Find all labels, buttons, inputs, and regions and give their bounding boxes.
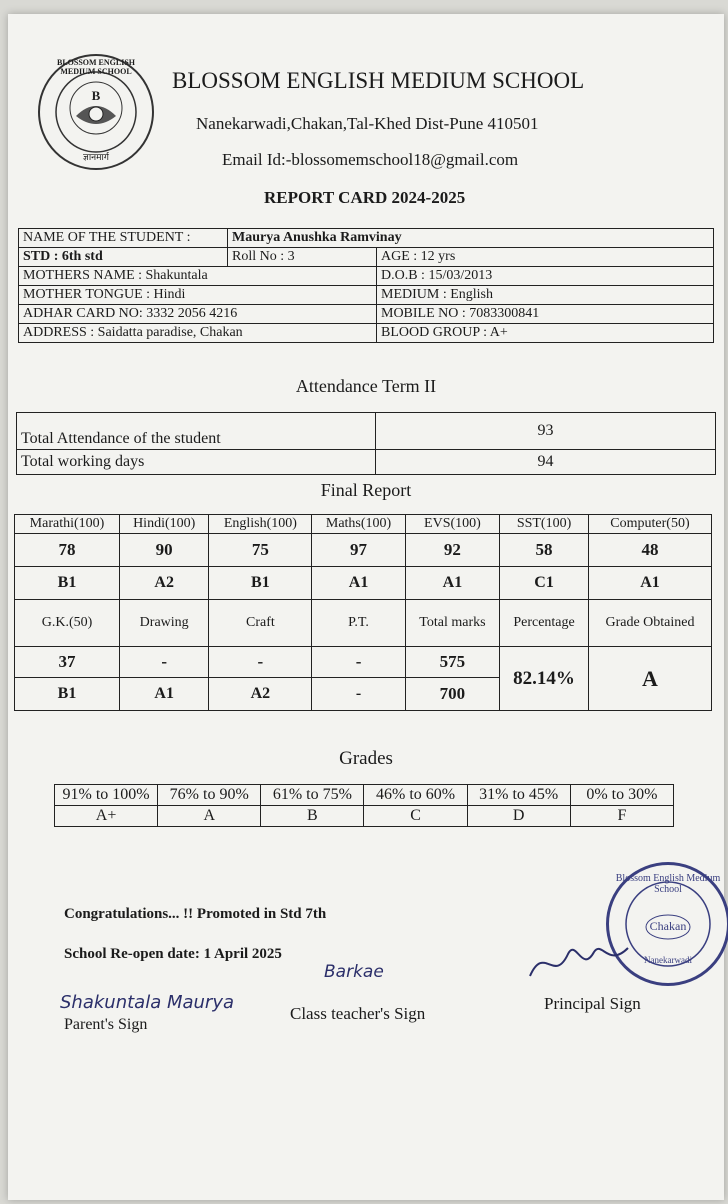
- promotion-note: Congratulations... !! Promoted in Std 7th: [64, 906, 327, 922]
- blood-group: BLOOD GROUP : A+: [377, 324, 714, 343]
- subject-header-row: [15, 515, 712, 534]
- grades-title: Grades: [339, 748, 393, 769]
- stamp-area: Nanekarwadi: [644, 955, 692, 965]
- grade-range: 61% to 75%: [261, 785, 364, 806]
- subject-head: Craft: [209, 600, 312, 647]
- table-row: [19, 305, 714, 324]
- subject-grade: B1: [209, 567, 312, 600]
- grade-range: 91% to 100%: [55, 785, 158, 806]
- grade-row: [15, 567, 712, 600]
- school-email: Email Id:-blossomemschool18@gmail.com: [222, 150, 519, 169]
- subject-mark: 58: [500, 534, 589, 567]
- subject-head: Hindi(100): [119, 515, 208, 534]
- grade-range: 76% to 90%: [158, 785, 261, 806]
- std-value: STD : 6th std: [19, 248, 228, 267]
- grade-letter: A: [158, 806, 261, 827]
- subject-grade: A1: [405, 567, 499, 600]
- student-info-table: [18, 228, 714, 343]
- subject-head: SST(100): [500, 515, 589, 534]
- subject-grade: B1: [15, 567, 120, 600]
- subject-mark: 90: [119, 534, 208, 567]
- subject-head: Maths(100): [312, 515, 405, 534]
- subject-head: English(100): [209, 515, 312, 534]
- grade-range: 31% to 45%: [467, 785, 570, 806]
- table-row: [19, 248, 714, 267]
- report-title: REPORT CARD 2024-2025: [264, 188, 466, 207]
- percentage-value: 82.14%: [500, 647, 589, 711]
- teacher-sign-label: Class teacher's Sign: [290, 1004, 426, 1023]
- table-row: [19, 267, 714, 286]
- subject-mark: 92: [405, 534, 499, 567]
- school-logo: [38, 54, 154, 170]
- subject-mark: -: [119, 647, 208, 678]
- subject-head: EVS(100): [405, 515, 499, 534]
- final-report-table: [14, 514, 712, 711]
- attendance-table: [16, 412, 716, 475]
- report-card-paper: [8, 14, 724, 1200]
- principal-sign-label: Principal Sign: [544, 994, 641, 1013]
- subject-mark: 48: [588, 534, 711, 567]
- grade-letter-row: [55, 806, 674, 827]
- roll-value: Roll No : 3: [228, 248, 377, 267]
- school-address: Nanekarwadi,Chakan,Tal-Khed Dist-Pune 410501: [196, 114, 539, 133]
- grade-range-row: [55, 785, 674, 806]
- logo-text: BLOSSOM ENGLISH MEDIUM SCHOOL: [56, 58, 136, 76]
- grade-letter: B: [261, 806, 364, 827]
- grade-range: 46% to 60%: [364, 785, 467, 806]
- dob-value: D.O.B : 15/03/2013: [377, 267, 714, 286]
- grade-letter: C: [364, 806, 467, 827]
- working-days-value: 94: [376, 450, 716, 475]
- subject-head: Marathi(100): [15, 515, 120, 534]
- attendance-label: Total Attendance of the student: [17, 413, 376, 450]
- subject-grade: A2: [209, 678, 312, 711]
- parent-sign-label: Parent's Sign: [64, 1016, 148, 1033]
- subject-header-row-2: [15, 600, 712, 647]
- age-value: AGE : 12 yrs: [377, 248, 714, 267]
- table-row: [19, 229, 714, 248]
- subject-mark: 75: [209, 534, 312, 567]
- subject-grade: -: [312, 678, 405, 711]
- grade-obtained-head: Grade Obtained: [588, 600, 711, 647]
- student-name: Maurya Anushka Ramvinay: [228, 229, 714, 248]
- grade-obtained: A: [588, 647, 711, 711]
- subject-head: P.T.: [312, 600, 405, 647]
- medium-value: MEDIUM : English: [377, 286, 714, 305]
- table-row: [17, 413, 716, 450]
- subject-mark: 78: [15, 534, 120, 567]
- final-report-title: Final Report: [320, 480, 412, 500]
- total-out-of: 700: [405, 678, 499, 711]
- subject-mark: 97: [312, 534, 405, 567]
- stamp-city: Chakan: [649, 919, 687, 933]
- subject-head: Drawing: [119, 600, 208, 647]
- address-value: ADDRESS : Saidatta paradise, Chakan: [19, 324, 377, 343]
- subject-grade: A1: [588, 567, 711, 600]
- grade-letter: F: [570, 806, 673, 827]
- table-row: [17, 450, 716, 475]
- grade-letter: A+: [55, 806, 158, 827]
- table-row: [19, 286, 714, 305]
- mother-tongue: MOTHER TONGUE : Hindi: [19, 286, 377, 305]
- grade-range: 0% to 30%: [570, 785, 673, 806]
- total-marks: 575: [405, 647, 499, 678]
- subject-mark: -: [312, 647, 405, 678]
- marks-row: [15, 534, 712, 567]
- attendance-title: Attendance Term II: [295, 376, 437, 396]
- stamp-text: Blossom English Medium School: [615, 873, 721, 895]
- svg-text:B: B: [91, 88, 101, 103]
- subject-grade: B1: [15, 678, 120, 711]
- grades-table: [54, 784, 674, 827]
- marks-row-2: [15, 647, 712, 678]
- mobile-number: MOBILE NO : 7083300841: [377, 305, 714, 324]
- school-name: BLOSSOM ENGLISH MEDIUM SCHOOL: [172, 68, 585, 93]
- subject-head: Computer(50): [588, 515, 711, 534]
- name-label: NAME OF THE STUDENT :: [19, 229, 228, 248]
- subject-mark: -: [209, 647, 312, 678]
- subject-grade: A2: [119, 567, 208, 600]
- subject-grade: A1: [312, 567, 405, 600]
- reopen-date: School Re-open date: 1 April 2025: [64, 946, 282, 962]
- subject-grade: C1: [500, 567, 589, 600]
- grade-letter: D: [467, 806, 570, 827]
- principal-signature-icon: [524, 924, 634, 990]
- subject-grade: A1: [119, 678, 208, 711]
- percentage-head: Percentage: [500, 600, 589, 647]
- logo-motto: ज्ञानमार्ग: [83, 153, 109, 163]
- subject-mark: 37: [15, 647, 120, 678]
- teacher-signature: Barkae: [324, 962, 384, 982]
- subject-head: G.K.(50): [15, 600, 120, 647]
- mother-name: MOTHERS NAME : Shakuntala: [19, 267, 377, 286]
- adhar-number: ADHAR CARD NO: 3332 2056 4216: [19, 305, 377, 324]
- total-marks-head: Total marks: [405, 600, 499, 647]
- parent-signature: Shakuntala Maurya: [60, 992, 234, 1013]
- attendance-value: 93: [376, 413, 716, 450]
- table-row: [19, 324, 714, 343]
- working-days-label: Total working days: [17, 450, 376, 475]
